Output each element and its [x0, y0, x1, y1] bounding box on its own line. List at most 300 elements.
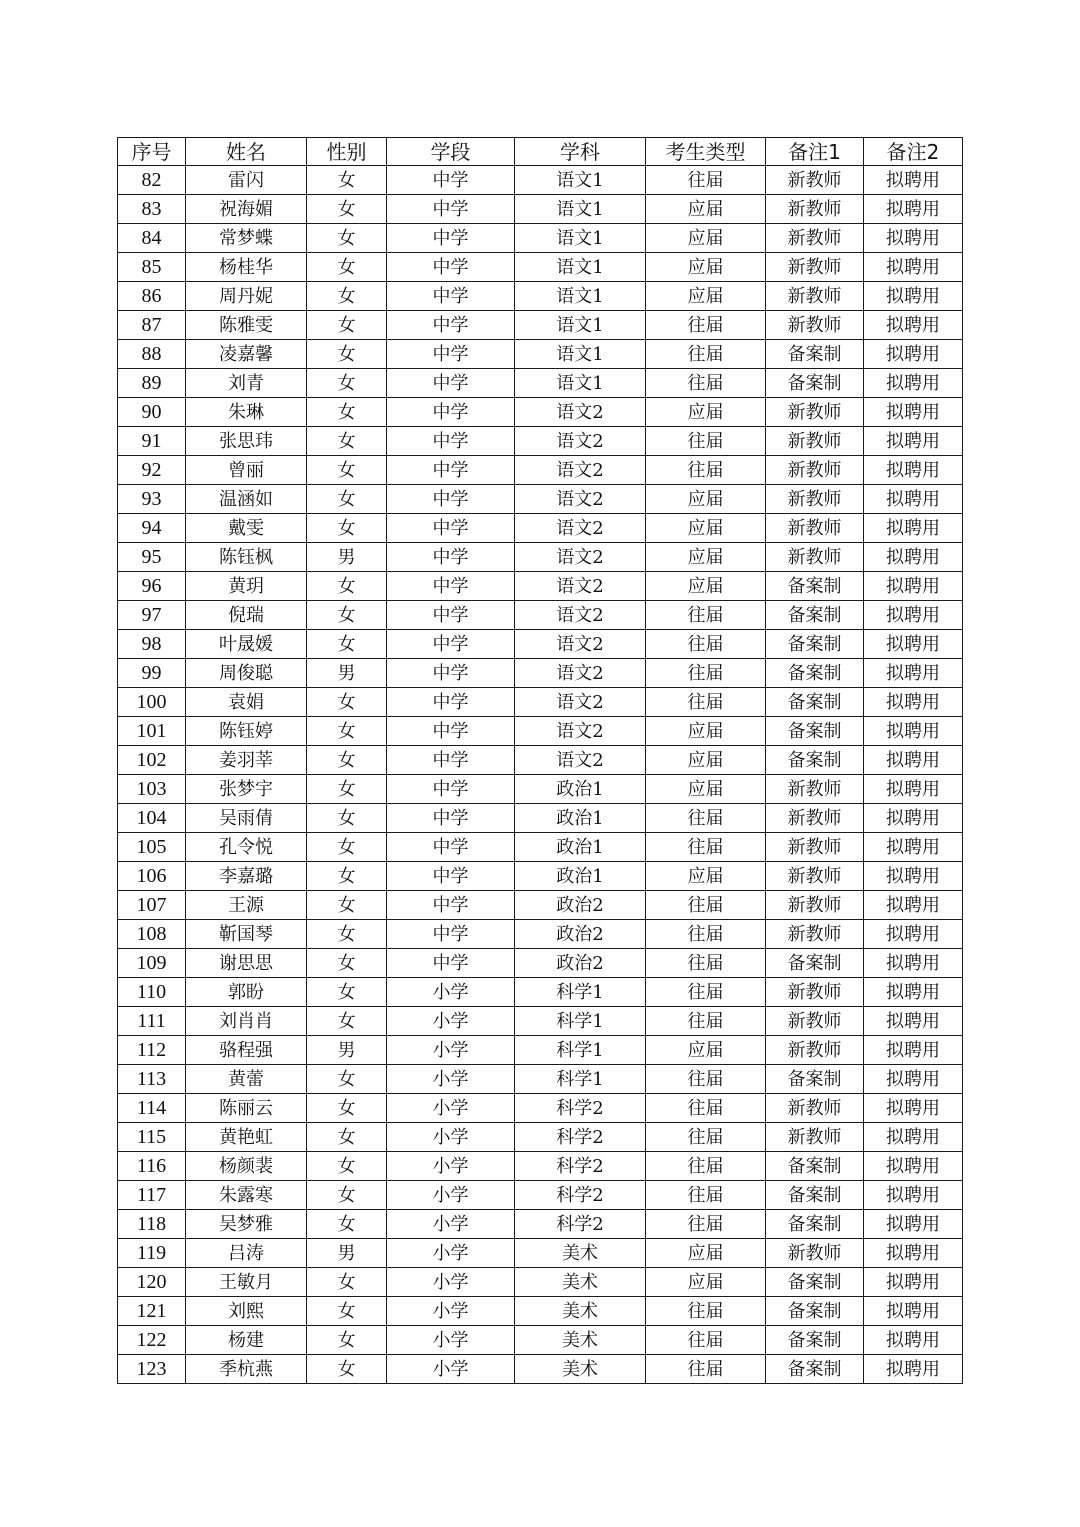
cell-school-level: 小学	[387, 1326, 515, 1355]
cell-gender: 女	[307, 862, 387, 891]
cell-note-2: 拟聘用	[864, 775, 963, 804]
cell-gender: 女	[307, 572, 387, 601]
cell-index: 121	[118, 1297, 186, 1326]
cell-index: 104	[118, 804, 186, 833]
cell-candidate-type: 往届	[646, 1152, 766, 1181]
cell-note-2: 拟聘用	[864, 1094, 963, 1123]
cell-gender: 女	[307, 1181, 387, 1210]
cell-school-level: 小学	[387, 1239, 515, 1268]
cell-index: 111	[118, 1007, 186, 1036]
cell-subject: 语文2	[515, 717, 646, 746]
cell-school-level: 小学	[387, 978, 515, 1007]
cell-note-1: 备案制	[766, 1297, 864, 1326]
cell-index: 102	[118, 746, 186, 775]
cell-note-1: 新教师	[766, 514, 864, 543]
cell-subject: 语文2	[515, 659, 646, 688]
cell-candidate-type: 应届	[646, 398, 766, 427]
table-row	[118, 717, 963, 746]
cell-candidate-type: 往届	[646, 630, 766, 659]
cell-candidate-type: 应届	[646, 862, 766, 891]
cell-name: 张思玮	[186, 427, 307, 456]
cell-index: 83	[118, 195, 186, 224]
cell-candidate-type: 往届	[646, 1094, 766, 1123]
header-note-1: 备注1	[766, 138, 864, 166]
cell-note-2: 拟聘用	[864, 166, 963, 195]
cell-name: 吴雨倩	[186, 804, 307, 833]
cell-candidate-type: 往届	[646, 978, 766, 1007]
cell-gender: 女	[307, 195, 387, 224]
cell-school-level: 中学	[387, 833, 515, 862]
cell-candidate-type: 应届	[646, 543, 766, 572]
table-row	[118, 630, 963, 659]
cell-note-2: 拟聘用	[864, 253, 963, 282]
cell-note-1: 新教师	[766, 920, 864, 949]
cell-index: 93	[118, 485, 186, 514]
cell-candidate-type: 往届	[646, 1007, 766, 1036]
cell-subject: 语文2	[515, 427, 646, 456]
cell-index: 103	[118, 775, 186, 804]
cell-subject: 科学2	[515, 1210, 646, 1239]
cell-candidate-type: 往届	[646, 891, 766, 920]
table-row	[118, 195, 963, 224]
cell-name: 叶晟媛	[186, 630, 307, 659]
cell-note-2: 拟聘用	[864, 978, 963, 1007]
cell-index: 87	[118, 311, 186, 340]
cell-note-2: 拟聘用	[864, 572, 963, 601]
cell-gender: 女	[307, 833, 387, 862]
cell-candidate-type: 往届	[646, 688, 766, 717]
cell-note-2: 拟聘用	[864, 543, 963, 572]
cell-name: 季杭燕	[186, 1355, 307, 1384]
cell-note-1: 新教师	[766, 891, 864, 920]
cell-note-2: 拟聘用	[864, 659, 963, 688]
cell-subject: 语文2	[515, 456, 646, 485]
cell-gender: 女	[307, 166, 387, 195]
cell-index: 82	[118, 166, 186, 195]
cell-note-1: 备案制	[766, 1326, 864, 1355]
cell-candidate-type: 应届	[646, 485, 766, 514]
table-row	[118, 1297, 963, 1326]
cell-index: 96	[118, 572, 186, 601]
cell-candidate-type: 往届	[646, 949, 766, 978]
cell-school-level: 小学	[387, 1065, 515, 1094]
cell-subject: 科学2	[515, 1181, 646, 1210]
cell-note-2: 拟聘用	[864, 1007, 963, 1036]
cell-subject: 美术	[515, 1297, 646, 1326]
cell-note-2: 拟聘用	[864, 804, 963, 833]
cell-note-1: 备案制	[766, 601, 864, 630]
cell-school-level: 小学	[387, 1268, 515, 1297]
cell-note-2: 拟聘用	[864, 1210, 963, 1239]
cell-note-1: 新教师	[766, 224, 864, 253]
header-index: 序号	[118, 138, 186, 166]
cell-subject: 语文1	[515, 340, 646, 369]
cell-school-level: 小学	[387, 1007, 515, 1036]
cell-gender: 女	[307, 485, 387, 514]
cell-school-level: 中学	[387, 543, 515, 572]
cell-gender: 女	[307, 1007, 387, 1036]
table-row	[118, 862, 963, 891]
cell-name: 李嘉璐	[186, 862, 307, 891]
cell-school-level: 中学	[387, 862, 515, 891]
cell-candidate-type: 应届	[646, 717, 766, 746]
cell-gender: 女	[307, 1152, 387, 1181]
table-row	[118, 978, 963, 1007]
cell-candidate-type: 应届	[646, 224, 766, 253]
cell-index: 115	[118, 1123, 186, 1152]
cell-candidate-type: 往届	[646, 166, 766, 195]
header-row	[118, 138, 963, 166]
cell-note-1: 备案制	[766, 717, 864, 746]
cell-gender: 女	[307, 1326, 387, 1355]
cell-note-1: 新教师	[766, 804, 864, 833]
cell-index: 98	[118, 630, 186, 659]
cell-note-1: 备案制	[766, 340, 864, 369]
cell-school-level: 小学	[387, 1210, 515, 1239]
cell-name: 杨桂华	[186, 253, 307, 282]
header-candidate-type: 考生类型	[646, 138, 766, 166]
cell-index: 106	[118, 862, 186, 891]
cell-index: 100	[118, 688, 186, 717]
cell-school-level: 小学	[387, 1181, 515, 1210]
cell-index: 90	[118, 398, 186, 427]
cell-name: 王源	[186, 891, 307, 920]
cell-school-level: 中学	[387, 659, 515, 688]
cell-candidate-type: 往届	[646, 1210, 766, 1239]
cell-note-2: 拟聘用	[864, 369, 963, 398]
cell-subject: 语文2	[515, 601, 646, 630]
cell-candidate-type: 应届	[646, 775, 766, 804]
table-row	[118, 514, 963, 543]
header-gender: 性别	[307, 138, 387, 166]
cell-note-2: 拟聘用	[864, 1326, 963, 1355]
cell-name: 吕涛	[186, 1239, 307, 1268]
cell-index: 86	[118, 282, 186, 311]
cell-school-level: 中学	[387, 601, 515, 630]
cell-note-1: 新教师	[766, 456, 864, 485]
cell-note-1: 新教师	[766, 543, 864, 572]
cell-note-1: 新教师	[766, 398, 864, 427]
header-name: 姓名	[186, 138, 307, 166]
cell-school-level: 小学	[387, 1123, 515, 1152]
cell-index: 105	[118, 833, 186, 862]
cell-note-2: 拟聘用	[864, 920, 963, 949]
cell-subject: 科学1	[515, 978, 646, 1007]
cell-note-2: 拟聘用	[864, 195, 963, 224]
cell-subject: 美术	[515, 1268, 646, 1297]
table-row	[118, 1036, 963, 1065]
cell-school-level: 中学	[387, 804, 515, 833]
cell-subject: 科学2	[515, 1094, 646, 1123]
cell-candidate-type: 往届	[646, 1181, 766, 1210]
table-row	[118, 1065, 963, 1094]
cell-note-1: 新教师	[766, 1036, 864, 1065]
table-row	[118, 253, 963, 282]
cell-name: 朱露寒	[186, 1181, 307, 1210]
cell-gender: 女	[307, 804, 387, 833]
cell-subject: 科学1	[515, 1036, 646, 1065]
table-row	[118, 1239, 963, 1268]
cell-school-level: 中学	[387, 514, 515, 543]
cell-school-level: 小学	[387, 1297, 515, 1326]
cell-school-level: 中学	[387, 746, 515, 775]
cell-gender: 男	[307, 659, 387, 688]
cell-school-level: 中学	[387, 949, 515, 978]
cell-gender: 女	[307, 949, 387, 978]
table-row	[118, 369, 963, 398]
table-row	[118, 804, 963, 833]
cell-note-2: 拟聘用	[864, 514, 963, 543]
table-row	[118, 1152, 963, 1181]
cell-note-2: 拟聘用	[864, 1239, 963, 1268]
table-row	[118, 1355, 963, 1384]
cell-subject: 语文1	[515, 224, 646, 253]
cell-candidate-type: 往届	[646, 427, 766, 456]
table-row	[118, 311, 963, 340]
cell-school-level: 中学	[387, 456, 515, 485]
cell-note-2: 拟聘用	[864, 1065, 963, 1094]
cell-note-2: 拟聘用	[864, 630, 963, 659]
cell-subject: 政治1	[515, 862, 646, 891]
cell-name: 袁娟	[186, 688, 307, 717]
cell-note-1: 备案制	[766, 688, 864, 717]
cell-name: 黄艳虹	[186, 1123, 307, 1152]
cell-candidate-type: 往届	[646, 456, 766, 485]
cell-index: 97	[118, 601, 186, 630]
cell-note-2: 拟聘用	[864, 833, 963, 862]
cell-gender: 女	[307, 514, 387, 543]
cell-subject: 语文2	[515, 572, 646, 601]
cell-note-2: 拟聘用	[864, 1297, 963, 1326]
cell-school-level: 小学	[387, 1152, 515, 1181]
cell-index: 108	[118, 920, 186, 949]
cell-gender: 女	[307, 746, 387, 775]
cell-note-2: 拟聘用	[864, 717, 963, 746]
table-row	[118, 833, 963, 862]
cell-note-1: 新教师	[766, 282, 864, 311]
cell-subject: 语文2	[515, 746, 646, 775]
cell-note-1: 新教师	[766, 862, 864, 891]
cell-name: 刘肖肖	[186, 1007, 307, 1036]
cell-note-2: 拟聘用	[864, 1355, 963, 1384]
header-school-level: 学段	[387, 138, 515, 166]
cell-gender: 女	[307, 1355, 387, 1384]
cell-note-1: 备案制	[766, 1152, 864, 1181]
table-row	[118, 1210, 963, 1239]
table-row	[118, 427, 963, 456]
cell-candidate-type: 往届	[646, 1123, 766, 1152]
cell-name: 王敏月	[186, 1268, 307, 1297]
cell-name: 骆程强	[186, 1036, 307, 1065]
cell-index: 92	[118, 456, 186, 485]
cell-gender: 女	[307, 224, 387, 253]
cell-note-2: 拟聘用	[864, 746, 963, 775]
cell-subject: 科学2	[515, 1123, 646, 1152]
cell-gender: 男	[307, 1239, 387, 1268]
cell-index: 109	[118, 949, 186, 978]
cell-name: 刘青	[186, 369, 307, 398]
cell-subject: 政治1	[515, 833, 646, 862]
cell-school-level: 中学	[387, 398, 515, 427]
cell-gender: 女	[307, 1268, 387, 1297]
table-row	[118, 601, 963, 630]
cell-gender: 女	[307, 311, 387, 340]
cell-candidate-type: 往届	[646, 1065, 766, 1094]
cell-subject: 语文1	[515, 311, 646, 340]
cell-school-level: 中学	[387, 282, 515, 311]
cell-index: 122	[118, 1326, 186, 1355]
cell-candidate-type: 应届	[646, 282, 766, 311]
cell-name: 祝海媚	[186, 195, 307, 224]
table-row	[118, 1094, 963, 1123]
cell-subject: 语文1	[515, 195, 646, 224]
cell-index: 85	[118, 253, 186, 282]
table-row	[118, 166, 963, 195]
cell-gender: 女	[307, 1297, 387, 1326]
cell-candidate-type: 往届	[646, 1297, 766, 1326]
cell-school-level: 小学	[387, 1355, 515, 1384]
cell-name: 靳国琴	[186, 920, 307, 949]
cell-index: 91	[118, 427, 186, 456]
cell-index: 99	[118, 659, 186, 688]
cell-note-1: 新教师	[766, 1007, 864, 1036]
cell-subject: 政治2	[515, 891, 646, 920]
cell-gender: 女	[307, 253, 387, 282]
cell-candidate-type: 应届	[646, 572, 766, 601]
cell-candidate-type: 应届	[646, 195, 766, 224]
cell-note-1: 新教师	[766, 1094, 864, 1123]
table-row	[118, 572, 963, 601]
cell-note-2: 拟聘用	[864, 1123, 963, 1152]
cell-subject: 语文2	[515, 485, 646, 514]
cell-gender: 女	[307, 601, 387, 630]
cell-index: 107	[118, 891, 186, 920]
cell-candidate-type: 往届	[646, 1326, 766, 1355]
cell-index: 95	[118, 543, 186, 572]
cell-note-1: 新教师	[766, 833, 864, 862]
cell-subject: 美术	[515, 1326, 646, 1355]
cell-gender: 女	[307, 978, 387, 1007]
cell-gender: 男	[307, 543, 387, 572]
cell-name: 凌嘉馨	[186, 340, 307, 369]
table-row	[118, 224, 963, 253]
table-row	[118, 1326, 963, 1355]
cell-note-2: 拟聘用	[864, 340, 963, 369]
cell-name: 雷闪	[186, 166, 307, 195]
cell-note-1: 备案制	[766, 1355, 864, 1384]
cell-school-level: 小学	[387, 1036, 515, 1065]
cell-school-level: 中学	[387, 688, 515, 717]
cell-school-level: 中学	[387, 427, 515, 456]
cell-index: 110	[118, 978, 186, 1007]
cell-name: 刘熙	[186, 1297, 307, 1326]
cell-name: 陈钰婷	[186, 717, 307, 746]
cell-note-1: 备案制	[766, 1210, 864, 1239]
cell-note-1: 备案制	[766, 949, 864, 978]
cell-note-1: 备案制	[766, 1065, 864, 1094]
table-row	[118, 543, 963, 572]
cell-gender: 女	[307, 340, 387, 369]
cell-school-level: 中学	[387, 891, 515, 920]
cell-index: 94	[118, 514, 186, 543]
cell-note-2: 拟聘用	[864, 688, 963, 717]
cell-school-level: 小学	[387, 1094, 515, 1123]
cell-subject: 语文2	[515, 514, 646, 543]
cell-school-level: 中学	[387, 369, 515, 398]
cell-note-1: 新教师	[766, 775, 864, 804]
cell-name: 陈钰枫	[186, 543, 307, 572]
table-row	[118, 1007, 963, 1036]
cell-gender: 女	[307, 891, 387, 920]
cell-index: 117	[118, 1181, 186, 1210]
cell-note-1: 新教师	[766, 311, 864, 340]
cell-index: 84	[118, 224, 186, 253]
cell-candidate-type: 应届	[646, 514, 766, 543]
cell-index: 101	[118, 717, 186, 746]
cell-candidate-type: 应届	[646, 1268, 766, 1297]
cell-name: 谢思思	[186, 949, 307, 978]
cell-name: 黄玥	[186, 572, 307, 601]
cell-school-level: 中学	[387, 920, 515, 949]
cell-note-1: 备案制	[766, 1268, 864, 1297]
cell-subject: 语文2	[515, 398, 646, 427]
cell-candidate-type: 往届	[646, 340, 766, 369]
table-row	[118, 1123, 963, 1152]
cell-note-1: 备案制	[766, 1181, 864, 1210]
cell-name: 周俊聪	[186, 659, 307, 688]
cell-name: 倪瑞	[186, 601, 307, 630]
cell-note-1: 新教师	[766, 978, 864, 1007]
cell-school-level: 中学	[387, 224, 515, 253]
cell-candidate-type: 往届	[646, 1355, 766, 1384]
cell-gender: 女	[307, 688, 387, 717]
cell-subject: 美术	[515, 1239, 646, 1268]
cell-subject: 语文1	[515, 166, 646, 195]
cell-name: 陈雅雯	[186, 311, 307, 340]
cell-candidate-type: 往届	[646, 659, 766, 688]
cell-note-2: 拟聘用	[864, 311, 963, 340]
cell-name: 曾丽	[186, 456, 307, 485]
cell-school-level: 中学	[387, 195, 515, 224]
cell-gender: 女	[307, 456, 387, 485]
cell-note-1: 备案制	[766, 659, 864, 688]
table-row	[118, 891, 963, 920]
cell-candidate-type: 往届	[646, 833, 766, 862]
cell-candidate-type: 应届	[646, 253, 766, 282]
cell-school-level: 中学	[387, 630, 515, 659]
cell-gender: 女	[307, 282, 387, 311]
header-note-2: 备注2	[864, 138, 963, 166]
cell-name: 杨颜裴	[186, 1152, 307, 1181]
table-row	[118, 1268, 963, 1297]
cell-subject: 科学1	[515, 1007, 646, 1036]
cell-school-level: 中学	[387, 340, 515, 369]
cell-gender: 女	[307, 920, 387, 949]
cell-note-1: 新教师	[766, 1123, 864, 1152]
cell-note-1: 备案制	[766, 630, 864, 659]
cell-subject: 政治1	[515, 804, 646, 833]
cell-note-2: 拟聘用	[864, 1268, 963, 1297]
cell-note-1: 新教师	[766, 485, 864, 514]
cell-note-2: 拟聘用	[864, 282, 963, 311]
cell-name: 黄蕾	[186, 1065, 307, 1094]
table-row	[118, 920, 963, 949]
cell-candidate-type: 往届	[646, 601, 766, 630]
cell-subject: 语文1	[515, 282, 646, 311]
cell-index: 113	[118, 1065, 186, 1094]
table-row	[118, 775, 963, 804]
cell-school-level: 中学	[387, 485, 515, 514]
